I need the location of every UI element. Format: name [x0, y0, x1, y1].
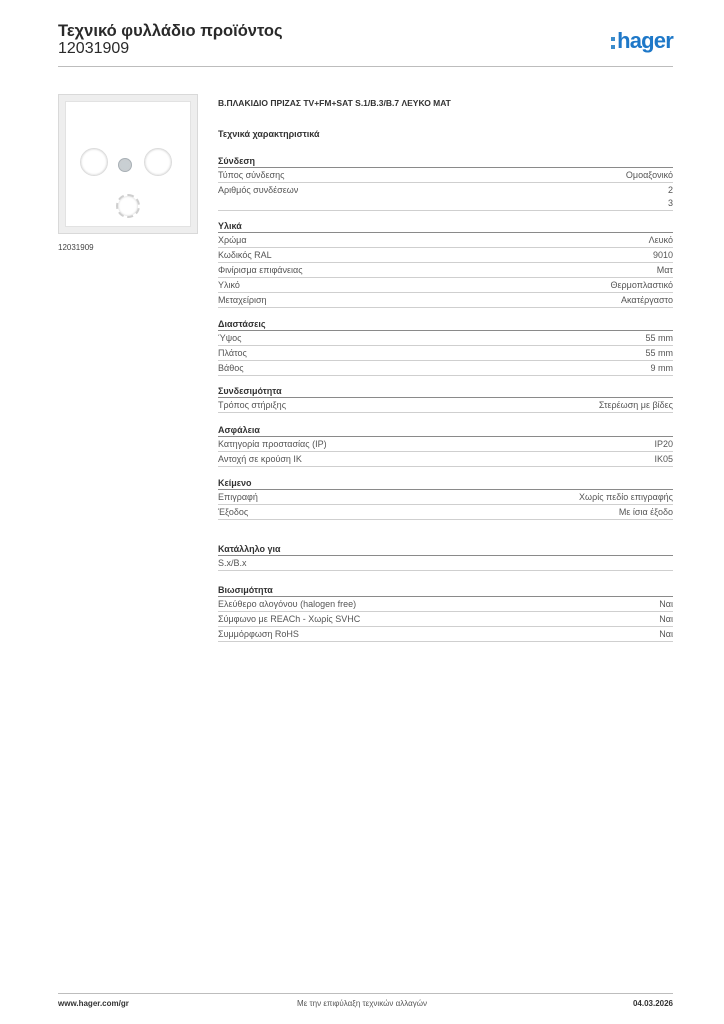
- center-screw-icon: [118, 158, 132, 172]
- spec-value: Ακατέργαστο: [621, 295, 673, 305]
- spec-value: Λευκό: [648, 235, 673, 245]
- header-divider: [58, 66, 673, 67]
- section-dimensions: [218, 317, 673, 376]
- spec-row: [218, 627, 673, 642]
- spec-value: 55 mm: [645, 333, 673, 343]
- spec-value: Με ίσια έξοδο: [618, 507, 673, 517]
- spec-row: [218, 597, 673, 612]
- fm-socket-icon: [144, 148, 172, 176]
- spec-label: Χρώμα: [218, 235, 247, 245]
- section-connectivity: [218, 384, 673, 413]
- spec-row: [218, 293, 673, 308]
- section-safety: [218, 423, 673, 467]
- spec-label: Ύψος: [218, 333, 242, 343]
- section-sustainability: [218, 583, 673, 642]
- spec-row: [218, 233, 673, 248]
- spec-label: Τρόπος στήριξης: [218, 400, 287, 410]
- spec-row: [218, 183, 673, 211]
- spec-row: [218, 248, 673, 263]
- spec-label: Αριθμός συνδέσεων: [218, 185, 299, 195]
- spec-row: [218, 331, 673, 346]
- document-number: 12031909: [58, 40, 130, 57]
- spec-value: 9 mm: [650, 363, 673, 373]
- spec-label: Πλάτος: [218, 348, 247, 358]
- spec-row: [218, 490, 673, 505]
- spec-row: [218, 278, 673, 293]
- spec-label: Έξοδος: [218, 507, 249, 517]
- spec-label: Ελεύθερο αλογόνου (halogen free): [218, 599, 357, 609]
- spec-label: Συμμόρφωση RoHS: [218, 629, 299, 639]
- spec-label: Φινίρισμα επιφάνειας: [218, 265, 303, 275]
- spec-label: Κωδικός RAL: [218, 250, 272, 260]
- tv-socket-icon: [80, 148, 108, 176]
- spec-row: [218, 346, 673, 361]
- spec-value: Ναι: [659, 599, 673, 609]
- logo-text: hager: [617, 28, 673, 53]
- section-title: Συνδεσιμότητα: [218, 384, 673, 398]
- page-header: [58, 22, 673, 67]
- hager-logo: [611, 26, 673, 56]
- spec-label: Μεταχείριση: [218, 295, 267, 305]
- spec-row: [218, 361, 673, 376]
- footer-notice: Με την επιφύλαξη τεχνικών αλλαγών: [297, 999, 427, 1008]
- section-title: Υλικά: [218, 219, 673, 233]
- section-suitable-for: [218, 542, 673, 571]
- spec-value: 9010: [652, 250, 673, 260]
- section-title: Διαστάσεις: [218, 317, 673, 331]
- spec-label: Επιγραφή: [218, 492, 258, 502]
- spec-row: [218, 505, 673, 520]
- section-text: [218, 476, 673, 520]
- spec-row: [218, 398, 673, 413]
- spec-value: Ομοαξονικό: [625, 170, 673, 180]
- spec-value: Στερέωση με βίδες: [598, 400, 673, 410]
- spec-label: Τύπος σύνδεσης: [218, 170, 285, 180]
- footer-divider: [58, 993, 673, 994]
- sat-socket-icon: [116, 194, 140, 218]
- product-name: Β.ΠΛΑΚΙΔΙΟ ΠΡΙΖΑΣ TV+FM+SAT S.1/B.3/B.7 ΛΕΥΚΟ ΜΑΤ: [218, 98, 451, 108]
- spec-value: 55 mm: [645, 348, 673, 358]
- spec-value-line: 3: [667, 198, 673, 208]
- section-title: Κατάλληλο για: [218, 542, 673, 556]
- spec-row: [218, 556, 673, 571]
- spec-row: [218, 263, 673, 278]
- spec-row: [218, 452, 673, 467]
- spec-value: IK05: [654, 454, 673, 464]
- footer-date: 04.03.2026: [632, 999, 673, 1008]
- spec-label: Αντοχή σε κρούση IK: [218, 454, 302, 464]
- spec-label: Βάθος: [218, 363, 244, 373]
- spec-label: Υλικό: [218, 280, 240, 290]
- socket-plate-image: [65, 101, 191, 227]
- section-connection: [218, 154, 673, 211]
- spec-row: [218, 612, 673, 627]
- spec-value: Ναι: [659, 614, 673, 624]
- spec-label: Σύμφωνο με REACh - Χωρίς SVHC: [218, 614, 361, 624]
- section-materials: [218, 219, 673, 308]
- spec-value-line: 2: [667, 185, 673, 195]
- section-title: Βιωσιμότητα: [218, 583, 673, 597]
- specs-subtitle: Τεχνικά χαρακτηριστικά: [218, 129, 320, 139]
- spec-row: [218, 168, 673, 183]
- spec-row: [218, 437, 673, 452]
- section-title: Ασφάλεια: [218, 423, 673, 437]
- spec-label: Κατηγορία προστασίας (IP): [218, 439, 327, 449]
- section-title: Κείμενο: [218, 476, 673, 490]
- spec-value: IP20: [654, 439, 673, 449]
- product-image: [58, 94, 198, 234]
- logo-colon-icon: [611, 37, 615, 49]
- spec-value: Χωρίς πεδίο επιγραφής: [579, 492, 673, 502]
- document-title: Τεχνικό φυλλάδιο προϊόντος: [58, 22, 283, 40]
- spec-value: Ναι: [659, 629, 673, 639]
- spec-value: Ματ: [656, 265, 673, 275]
- spec-label: S.x/B.x: [218, 558, 247, 568]
- image-caption: 12031909: [58, 243, 94, 252]
- spec-value: Θερμοπλαστικό: [610, 280, 673, 290]
- spec-value: [668, 184, 673, 210]
- footer-website-link[interactable]: www.hager.com/gr: [58, 999, 129, 1008]
- section-title: Σύνδεση: [218, 154, 673, 168]
